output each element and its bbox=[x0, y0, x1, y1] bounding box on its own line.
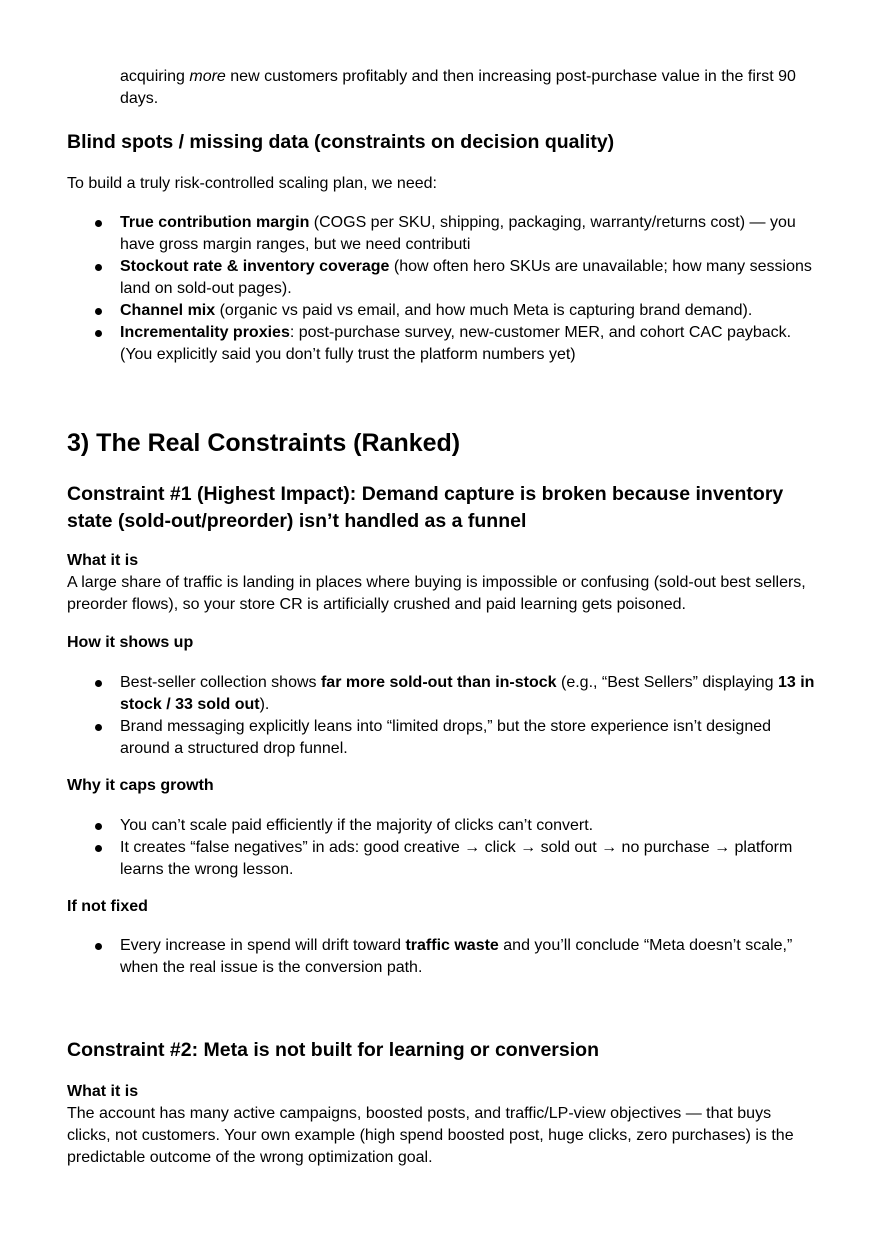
constraint-2-heading: Constraint #2: Meta is not built for learning or conversion bbox=[67, 1039, 599, 1061]
list-item bbox=[67, 672, 820, 716]
bullet-icon bbox=[95, 823, 102, 830]
bullet-icon bbox=[95, 845, 102, 852]
item-bold: traffic waste bbox=[405, 937, 499, 954]
item-text: You can’t scale paid efficiently if the majority of clicks can’t convert. bbox=[120, 817, 594, 834]
intro-text-start: acquiring bbox=[120, 68, 190, 85]
item-text: (organic vs paid vs email, and how much Meta is capturing brand demand). bbox=[215, 302, 753, 319]
item-text: (e.g., “Best Sellers” displaying bbox=[556, 674, 778, 691]
constraint-2-what-label: What it is bbox=[67, 1083, 139, 1100]
constraint-1-how-list bbox=[67, 672, 820, 760]
list-item bbox=[67, 300, 820, 322]
constraint-1-how-label: How it shows up bbox=[67, 634, 194, 651]
item-text: It creates “false negatives” in ads: good creative → click → sold out → no purchase → platform learns the wrong lesson. bbox=[120, 839, 793, 878]
intro-text-end: new customers profitably and then increasing post-purchase value in the first 90 days. bbox=[120, 68, 796, 107]
item-bold: Stockout rate & inventory coverage bbox=[120, 258, 390, 275]
intro-emphasis: more bbox=[189, 68, 226, 85]
blind-spots-list bbox=[67, 212, 820, 366]
constraint-1-why-list bbox=[67, 815, 820, 881]
bullet-icon bbox=[95, 330, 102, 337]
item-bold: 13 in stock / 33 sold out bbox=[120, 674, 815, 713]
item-text: (how often hero SKUs are unavailable; how many sessions land on sold-out pages). bbox=[120, 258, 812, 297]
item-text: Brand messaging explicitly leans into “limited drops,” but the store experience isn’t designed around a structured drop funnel. bbox=[120, 718, 772, 757]
bullet-icon bbox=[95, 264, 102, 271]
constraint-1-fix-list bbox=[67, 935, 820, 979]
list-item bbox=[67, 322, 820, 366]
list-item bbox=[67, 935, 820, 979]
bullet-icon bbox=[95, 680, 102, 687]
list-item bbox=[67, 815, 820, 837]
blind-spots-heading: Blind spots / missing data (constraints on decision quality) bbox=[67, 131, 615, 153]
constraint-1-heading: Constraint #1 (Highest Impact): Demand capture is broken because inventory state (sold-out/preorder) isn’t handled as a funnel bbox=[67, 483, 784, 532]
item-text: : post-purchase survey, new-customer MER, and cohort CAC payback. (You explicitly said you don’t fully trust the platform numbers yet) bbox=[120, 324, 792, 363]
item-text: Best-seller collection shows bbox=[120, 674, 321, 691]
bullet-icon bbox=[95, 220, 102, 227]
item-text: Every increase in spend will drift toward bbox=[120, 937, 406, 954]
list-item bbox=[67, 837, 820, 881]
list-item bbox=[67, 716, 820, 760]
item-text: ). bbox=[259, 696, 270, 713]
constraint-1-what-text: A large share of traffic is landing in places where buying is impossible or confusing (sold-out best sellers, preorder flows), so your store CR is artificially crushed and paid learning gets poisoned. bbox=[67, 574, 806, 613]
blind-spots-lead: To build a truly risk-controlled scaling plan, we need: bbox=[67, 175, 437, 192]
bullet-icon bbox=[95, 724, 102, 731]
item-bold: Incrementality proxies bbox=[120, 324, 290, 341]
section-3-heading: 3) The Real Constraints (Ranked) bbox=[67, 429, 461, 457]
item-text: (COGS per SKU, shipping, packaging, warranty/returns cost) — you have gross margin ranges, but we need contributi bbox=[120, 214, 796, 253]
list-item bbox=[67, 256, 820, 300]
item-text: and you’ll conclude “Meta doesn’t scale,” when the real issue is the conversion path. bbox=[120, 937, 793, 976]
bullet-icon bbox=[95, 943, 102, 950]
item-bold: far more sold-out than in-stock bbox=[320, 674, 557, 691]
constraint-2-what-text: The account has many active campaigns, boosted posts, and traffic/LP-view objectives — that buys clicks, not customers. Your own example (high spend boosted post, huge clicks, zero purchases) is the predictable outcome of the wrong optimization goal. bbox=[67, 1105, 794, 1166]
constraint-1-fix-label: If not fixed bbox=[67, 898, 148, 915]
list-item bbox=[67, 212, 820, 256]
item-bold: True contribution margin bbox=[120, 214, 310, 231]
bullet-icon bbox=[95, 308, 102, 315]
intro-paragraph bbox=[120, 66, 820, 110]
constraint-1-why-label: Why it caps growth bbox=[67, 777, 214, 794]
constraint-1-what-label: What it is bbox=[67, 552, 139, 569]
item-bold: Channel mix bbox=[120, 302, 216, 319]
